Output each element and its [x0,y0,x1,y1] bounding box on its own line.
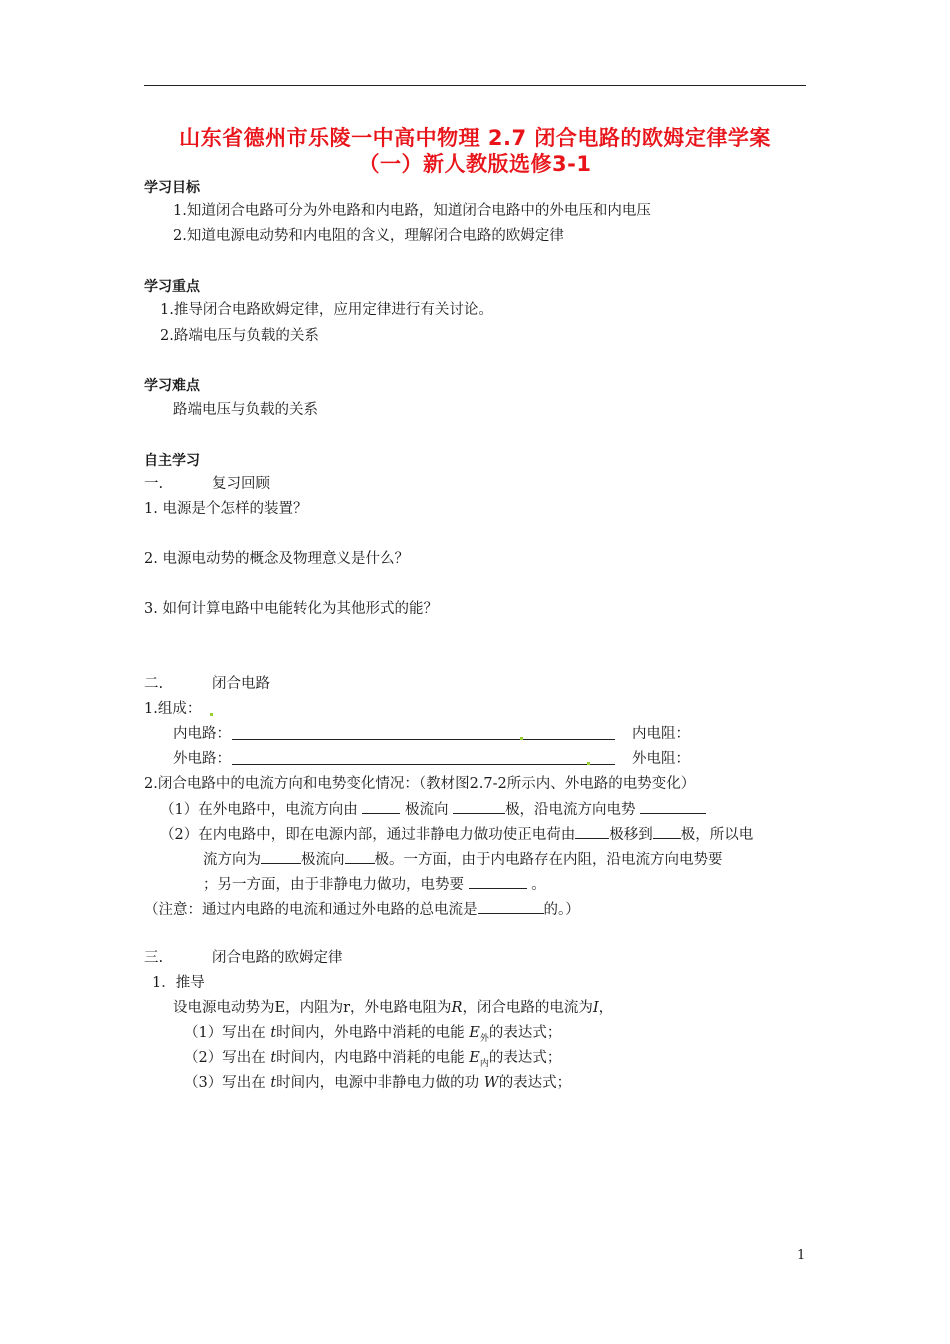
text: ，闭合电路的电流为 [462,1000,593,1016]
text: （注意：通过内电路的电流和通过外电路的总电流是 [144,902,478,918]
mark-dot [520,737,523,740]
header-rule [144,85,806,86]
outer-circuit-label: 外电路： [173,751,231,767]
blank[interactable] [469,874,527,889]
text: （2）写出在 [184,1050,266,1066]
outer-circuit-question [160,799,706,820]
section-1-number: 一. [144,476,164,492]
blank[interactable] [453,799,505,814]
review-question-2: 2. 电源电动势的概念及物理意义是什么？ [144,551,409,567]
text: （2）在内电路中，即在电源内部，通过非静电力做功使正电荷由 [160,827,576,843]
inner-circuit-blank[interactable] [232,725,615,740]
text: 极流向 [301,852,345,868]
subscript: 外 [479,1033,489,1044]
symbol: E [469,1050,480,1066]
text: 极。一方面，由于内电路存在内阻，沿电流方向电势要 [374,852,723,868]
derive-question-1 [184,1023,561,1049]
inner-resistance-label: 内电阻： [632,726,690,742]
text: 极，沿电流方向电势 [505,802,636,818]
blank[interactable] [640,799,706,814]
text: 设电源电动势为E，内阻为r，外电路电阻为 [173,1000,452,1016]
section-2-title: 闭合电路 [212,676,270,692]
text: （3）写出在 [184,1075,266,1091]
document-title-line2: （一）新人教版选修3-1 [358,152,592,176]
section-2-number: 二. [144,676,164,692]
self-study-heading: 自主学习 [144,453,200,469]
inner-circuit-question-line2 [203,849,723,870]
composition-label: 1.组成： [144,701,202,717]
derive-label: 1．推导 [152,975,205,991]
objectives-heading: 学习目标 [144,180,200,196]
objective-item-1: 1.知道闭合电路可分为外电路和内电路，知道闭合电路中的外电压和内电压 [173,203,651,219]
key-point-item-1: 1.推导闭合电路欧姆定律，应用定律进行有关讨论。 [160,302,493,318]
text: 的表达式； [498,1075,572,1091]
text: 的表达式； [488,1050,562,1066]
objective-item-2: 2.知道电源电动势和内电阻的含义，理解闭合电路的欧姆定律 [173,228,564,244]
text: ， [598,1000,614,1016]
blank[interactable] [345,849,375,864]
key-points-heading: 学习重点 [144,279,200,295]
page-number: 1 [797,1248,806,1263]
text: 的表达式； [488,1025,562,1041]
key-point-item-2: 2.路端电压与负载的关系 [160,328,319,344]
text: 极流向 [404,802,449,818]
note-line [144,899,580,920]
blank[interactable] [653,824,681,839]
mark-dot [210,713,213,716]
text: 极移到 [609,827,653,843]
text: 。 [531,877,546,893]
text: 极，所以电 [680,827,754,843]
blank[interactable] [575,824,609,839]
symbol: t [270,1025,277,1041]
section-3-title: 闭合电路的欧姆定律 [212,950,343,966]
difficulty-item-1: 路端电压与负载的关系 [173,402,318,418]
outer-circuit-blank[interactable] [232,750,615,765]
text: 时间内，外电路中消耗的电能 [276,1025,465,1041]
difficulties-heading: 学习难点 [144,378,200,394]
outer-resistance-label: 外电阻： [632,751,690,767]
inner-circuit-question-line3 [203,874,546,895]
text: （1）在外电路中，电流方向由 [160,802,358,818]
review-question-1: 1. 电源是个怎样的装置？ [144,501,308,517]
current-direction-paragraph: 2.闭合电路中的电流方向和电势变化情况：（教材图2.7-2所示内、外电路的电势变化） [144,776,696,792]
derive-question-3 [184,1073,571,1093]
mark-dot [587,762,590,765]
blank[interactable] [261,849,301,864]
subscript: 内 [479,1058,489,1069]
text: 的。） [543,902,580,918]
symbol: t [270,1050,277,1066]
symbol: W [483,1075,499,1091]
setup-line [173,998,613,1018]
symbol: E [469,1025,480,1041]
section-1-title: 复习回顾 [212,476,270,492]
blank[interactable] [362,799,400,814]
symbol: t [270,1075,277,1091]
blank[interactable] [478,899,544,914]
symbol: I [592,1000,599,1016]
text: （1）写出在 [184,1025,266,1041]
document-title-line1: 山东省德州市乐陵一中高中物理 2.7 闭合电路的欧姆定律学案 [179,126,771,150]
text: 时间内，电源中非静电力做的功 [276,1075,480,1091]
symbol: R [451,1000,463,1016]
review-question-3: 3. 如何计算电路中电能转化为其他形式的能？ [144,601,438,617]
text: 时间内，内电路中消耗的电能 [276,1050,465,1066]
section-3-number: 三. [144,950,164,966]
inner-circuit-label: 内电路： [173,726,231,742]
inner-circuit-question-line1 [160,824,753,845]
text: ；另一方面，由于非静电力做功，电势要 [203,877,464,893]
derive-question-2 [184,1048,561,1074]
text: 流方向为 [203,852,261,868]
